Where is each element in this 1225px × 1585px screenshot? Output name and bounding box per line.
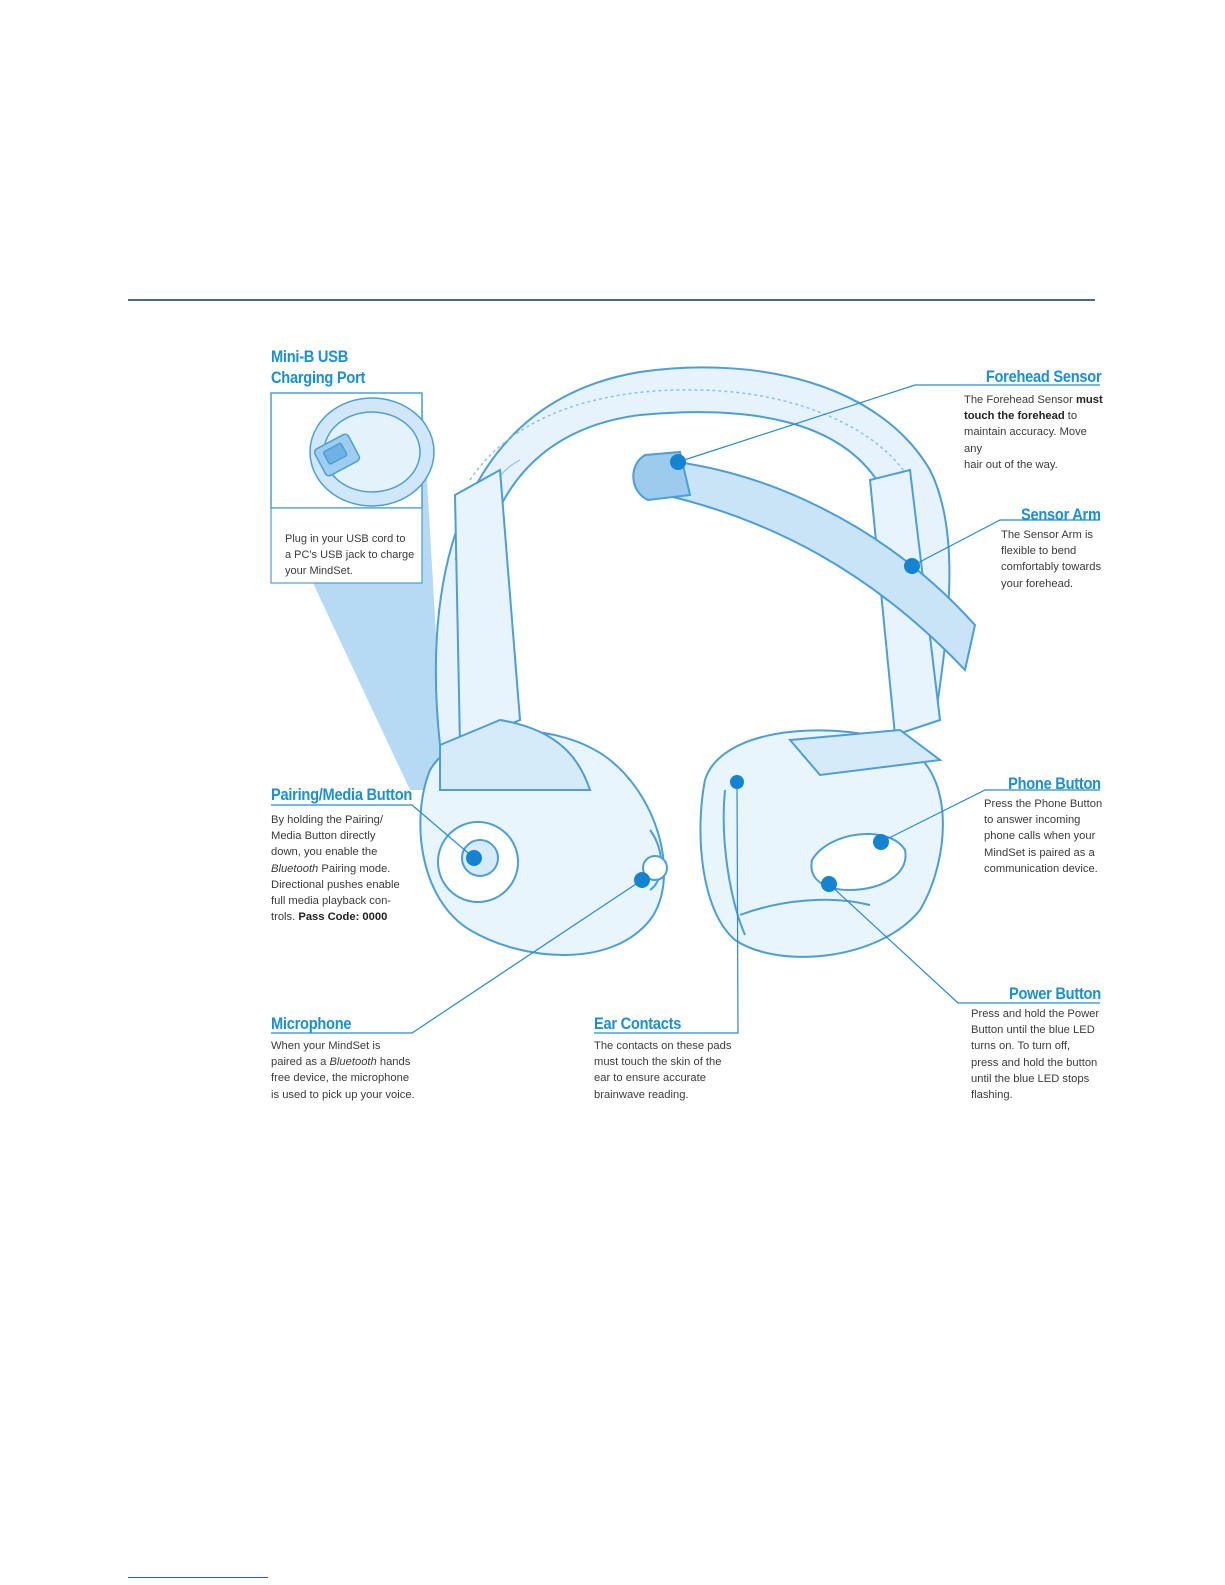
microphone-description: When your MindSet is paired as a Bluetooth hands free device, the microphone is used to pick up your voice. (271, 1040, 415, 1101)
dot-sensor-arm (904, 558, 920, 574)
ear-contacts-description: The contacts on these pads must touch the skin of the ear to ensure accurate brainwave reading. (594, 1040, 732, 1101)
power-button-description: Press and hold the Power Button until the blue LED turns on. To turn off, press and hold the button until the blue LED stops flashing. (971, 1008, 1100, 1102)
phone-button-title: Phone Button (1008, 774, 1101, 793)
usb-port-desc-line: Plug in your USB cord to (285, 533, 406, 545)
usb-port-closeup (310, 398, 434, 506)
left-earcup (420, 720, 667, 955)
forehead-sensor-description: The Forehead Sensor must touch the forehead to maintain accuracy. Move any hair out of the way. (964, 394, 1103, 471)
pairing-button-description: By holding the Pairing/ Media Button directly down, you enable the Bluetooth Pairing mode. Directional pushes enable full media playback con- trols. Pass Code: 0000 (271, 814, 400, 924)
ear-contacts-title: Ear Contacts (594, 1014, 682, 1033)
forehead-sensor-title: Forehead Sensor (985, 367, 1101, 386)
usb-port-desc-line: your MindSet. (285, 565, 353, 577)
dot-pairing-button (466, 850, 482, 866)
dot-phone-button (873, 834, 889, 850)
usb-port-title-line2: Charging Port (271, 368, 366, 387)
usb-port-title (271, 346, 365, 388)
pairing-button-title: Pairing/Media Button (271, 785, 413, 804)
phone-button-description: Press the Phone Button to answer incoming phone calls when your MindSet is paired as a communication device. (984, 798, 1103, 875)
footnote-divider (128, 1577, 268, 1578)
microphone-title: Microphone (271, 1014, 352, 1033)
dot-power-button (821, 876, 837, 892)
sensor-arm-description: The Sensor Arm is flexible to bend comfortably towards your forehead. (1001, 529, 1102, 590)
power-button-title: Power Button (1009, 984, 1101, 1003)
dot-microphone (634, 872, 650, 888)
usb-port-desc-line: a PC's USB jack to charge (285, 549, 415, 561)
dot-ear-contacts (730, 775, 744, 789)
dot-forehead-sensor (670, 454, 686, 470)
usb-port-description (285, 531, 414, 579)
usb-port-title-line1: Mini-B USB (271, 347, 349, 366)
sensor-arm-title: Sensor Arm (1021, 505, 1101, 524)
